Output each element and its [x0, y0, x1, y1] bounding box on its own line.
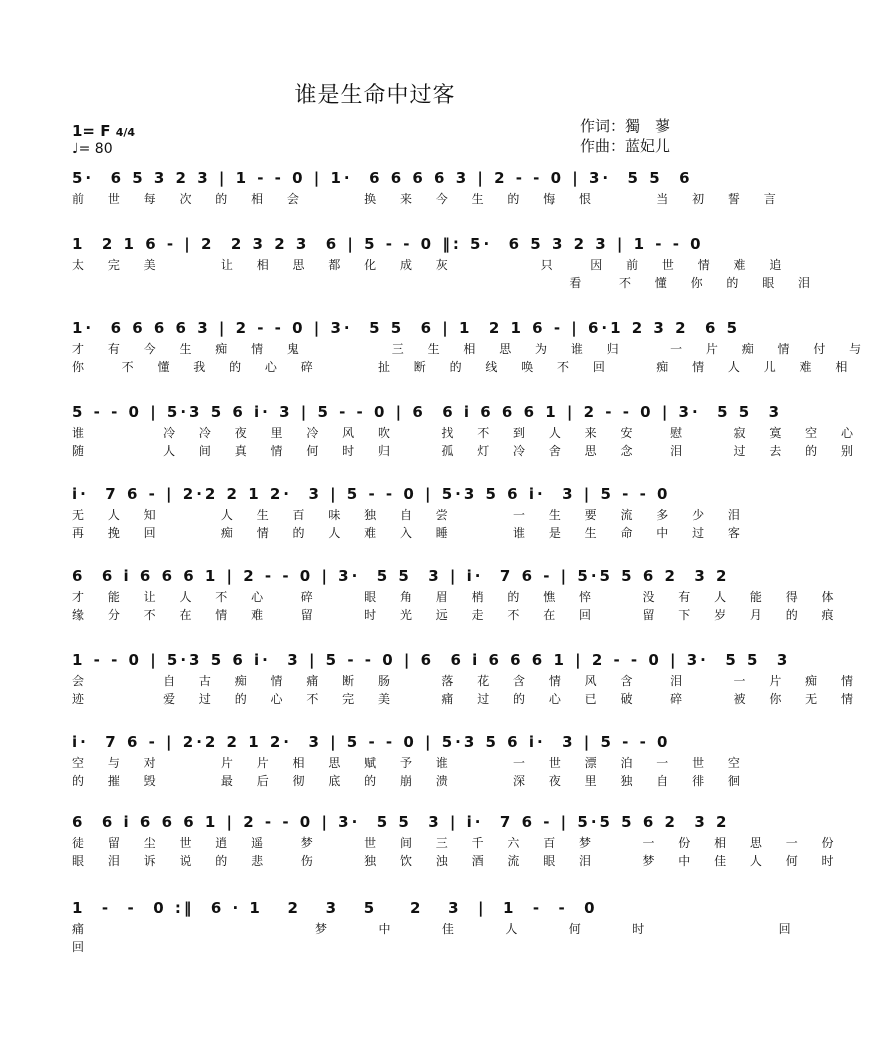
lyric-line: 徒 留 尘 世 逍 遥 梦 世 间 三 千 六 百 梦 一 份 相 思 一 份 — [72, 836, 844, 850]
note-line: 1 - - 0 | 5·3 5 6 i· 3 | 5 - - 0 | 6 6 i 6 6 6 1 | 2 - - 0 | 3· 5 5 3 — [72, 651, 791, 669]
score-system — [72, 648, 863, 708]
key-label: 1= F — [72, 122, 111, 140]
lyric-line: 痛 梦 中 佳 人 何 时 回 — [72, 922, 801, 936]
lyric-line: 才 能 让 人 不 心 碎 眼 角 眉 梢 的 憔 悴 没 有 人 能 得 体 — [72, 590, 844, 604]
note-line: i· 7 6 - | 2·2 2 1 2· 3 | 5 - - 0 | 5·3 5 6 i· 3 | 5 - - 0 — [72, 733, 671, 751]
lyric-line: 再 挽 回 痴 情 的 人 难 入 睡 谁 是 生 命 中 过 客 — [72, 526, 750, 540]
lyricist: 作词：獨 蓼 — [580, 117, 671, 135]
score-system — [72, 730, 750, 790]
note-line: 5· 6 5 3 2 3 | 1 - - 0 | 1· 6 6 6 6 3 | 2 - - 0 | 3· 5 5 6 — [72, 169, 693, 187]
score-system — [72, 564, 844, 624]
credits — [580, 116, 670, 156]
lyric-line: 谁 冷 冷 夜 里 冷 风 吹 找 不 到 人 来 安 慰 寂 寞 空 心 — [72, 426, 863, 440]
lyric-line: 前 世 每 次 的 相 会 换 来 今 生 的 悔 恨 当 初 誓 言 — [72, 192, 786, 206]
score-system — [72, 482, 750, 542]
song-title: 谁是生命中过客 — [294, 83, 456, 108]
lyric-line: 随 人 间 真 情 何 时 归 孤 灯 冷 舍 思 念 泪 过 去 的 别 — [72, 444, 863, 458]
time-signature: 4/4 — [115, 126, 136, 139]
lyric-line: 才 有 今 生 痴 情 鬼 三 生 相 思 为 谁 归 一 片 痴 情 付 与 — [72, 342, 871, 356]
lyric-line: 回 — [72, 940, 95, 954]
lyric-line: 眼 泪 诉 说 的 悲 伤 独 饮 浊 酒 流 眼 泪 梦 中 佳 人 何 时 — [72, 854, 844, 868]
note-line: 1 - - 0 :‖ 6 · 1 2 3 5 2 3 | 1 - - 0 — [72, 899, 598, 917]
tempo-marking: ♩= 80 — [72, 141, 113, 157]
score-system — [72, 896, 801, 956]
composer: 作曲：蓝妃儿 — [580, 137, 671, 155]
key-signature — [72, 122, 135, 140]
lyric-line: 看 不 懂 你 的 眼 泪 — [72, 276, 821, 290]
note-line: 6 6 i 6 6 6 1 | 2 - - 0 | 3· 5 5 3 | i· 7 6 - | 5·5 5 6 2 3 2 — [72, 813, 730, 831]
lyric-line: 迹 爱 过 的 心 不 完 美 痛 过 的 心 已 破 碎 被 你 无 情 — [72, 692, 863, 706]
note-line: 6 6 i 6 6 6 1 | 2 - - 0 | 3· 5 5 3 | i· 7 6 - | 5·5 5 6 2 3 2 — [72, 567, 730, 585]
lyric-line: 缘 分 不 在 情 难 留 时 光 远 走 不 在 回 留 下 岁 月 的 痕 — [72, 608, 844, 622]
note-line: 1· 6 6 6 6 3 | 2 - - 0 | 3· 5 5 6 | 1 2 1 6 - | 6·1 2 3 2 6 5 — [72, 319, 741, 337]
note-line: i· 7 6 - | 2·2 2 1 2· 3 | 5 - - 0 | 5·3 5 6 i· 3 | 5 - - 0 — [72, 485, 671, 503]
score-system — [72, 166, 786, 208]
score-system — [72, 316, 871, 376]
lyric-line: 你 不 懂 我 的 心 碎 扯 断 的 线 唤 不 回 痴 情 人 儿 难 相 — [72, 360, 858, 374]
lyric-line: 的 摧 毁 最 后 彻 底 的 崩 溃 深 夜 里 独 自 徘 徊 — [72, 774, 750, 788]
score-system — [72, 232, 821, 292]
lyric-line: 太 完 美 让 相 思 都 化 成 灰 只 因 前 世 情 难 追 — [72, 258, 792, 272]
note-line: 5 - - 0 | 5·3 5 6 i· 3 | 5 - - 0 | 6 6 i 6 6 6 1 | 2 - - 0 | 3· 5 5 3 — [72, 403, 783, 421]
lyric-line: 空 与 对 片 片 相 思 赋 予 谁 一 世 漂 泊 一 世 空 — [72, 756, 750, 770]
note-line: 1 2 1 6 - | 2 2 3 2 3 6 | 5 - - 0 ‖: 5· 6 5 3 2 3 | 1 - - 0 — [72, 235, 704, 253]
score-system — [72, 400, 863, 460]
lyric-line: 无 人 知 人 生 百 味 独 自 尝 一 生 要 流 多 少 泪 — [72, 508, 750, 522]
lyric-line: 会 自 古 痴 情 痛 断 肠 落 花 含 情 风 含 泪 一 片 痴 情 — [72, 674, 863, 688]
score-system — [72, 810, 844, 870]
